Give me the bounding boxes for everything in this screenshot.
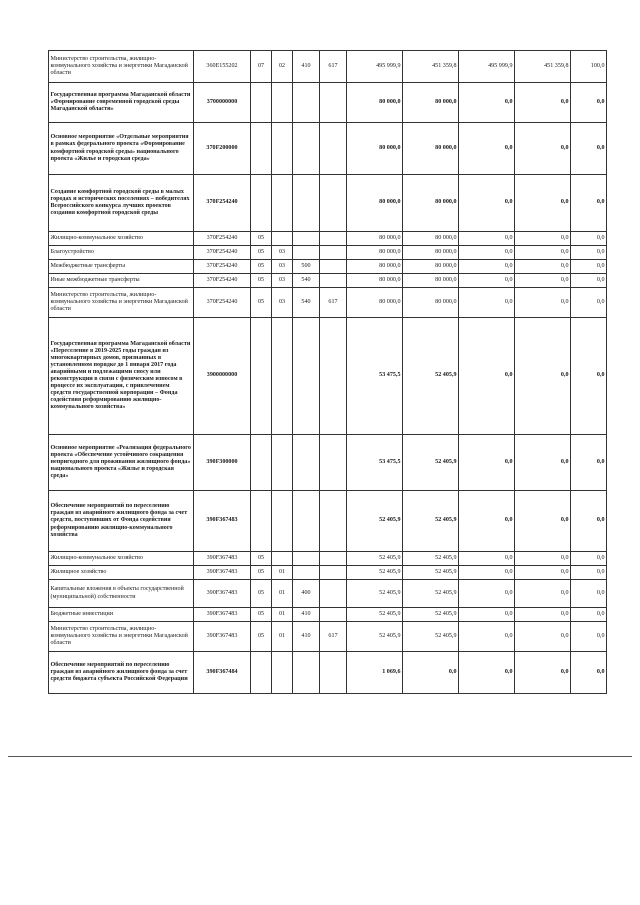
row-target-article-cell: 390F367483 [194, 552, 251, 566]
row-target-article-cell: 370F200000 [194, 123, 251, 175]
row-approved-amount-2-cell: 0,0 [459, 652, 515, 694]
table-row [49, 246, 607, 260]
row-subsection-cell [272, 123, 293, 175]
row-executed-amount-cell: 80 000,0 [403, 246, 459, 260]
row-administrator-cell: 617 [320, 288, 347, 318]
row-subsection-cell: 01 [272, 580, 293, 608]
row-administrator-cell [320, 491, 347, 552]
table-row [49, 318, 607, 435]
row-administrator-cell [320, 246, 347, 260]
row-approved-amount-cell: 1 069,6 [347, 652, 403, 694]
row-percent-cell: 0,0 [571, 608, 607, 622]
row-executed-amount-cell: 52 405,9 [403, 435, 459, 491]
row-approved-amount-cell: 80 000,0 [347, 260, 403, 274]
row-expense-type-cell [293, 491, 320, 552]
row-administrator-cell [320, 274, 347, 288]
row-executed-amount-cell: 52 405,9 [403, 566, 459, 580]
row-subsection-cell: 01 [272, 622, 293, 652]
row-subsection-cell [272, 83, 293, 123]
row-name-cell: Жилищно-коммунальное хозяйство [49, 232, 194, 246]
row-section-cell: 05 [251, 608, 272, 622]
row-name-cell: Государственная программа Магаданской области «Переселение в 2019-2025 годы граждан из многоквартирных домов, признанных в установленном порядке до 1 января 2017 года аварийными и подлежащими сносу или реконструкции в связи с физическим износом в процессе их эксплуатации, с привлечением средств государственной корпорации – Фонда содействия реформированию жилищно-коммунального хозяйства» [49, 318, 194, 435]
row-subsection-cell: 03 [272, 246, 293, 260]
row-name-cell: Жилищно-коммунальное хозяйство [49, 552, 194, 566]
row-executed-amount-cell: 80 000,0 [403, 260, 459, 274]
row-percent-cell: 0,0 [571, 435, 607, 491]
row-expense-type-cell [293, 435, 320, 491]
row-approved-amount-2-cell: 0,0 [459, 288, 515, 318]
row-target-article-cell: 390F367483 [194, 491, 251, 552]
row-executed-amount-2-cell: 0,0 [515, 652, 571, 694]
table-row [49, 580, 607, 608]
row-percent-cell: 0,0 [571, 566, 607, 580]
row-executed-amount-cell: 80 000,0 [403, 175, 459, 232]
row-approved-amount-cell: 80 000,0 [347, 288, 403, 318]
row-administrator-cell: 617 [320, 622, 347, 652]
row-executed-amount-cell: 80 000,0 [403, 288, 459, 318]
row-target-article-cell: 370F254240 [194, 274, 251, 288]
row-expense-type-cell: 410 [293, 622, 320, 652]
row-expense-type-cell [293, 123, 320, 175]
row-percent-cell: 0,0 [571, 246, 607, 260]
row-percent-cell: 0,0 [571, 318, 607, 435]
row-subsection-cell [272, 318, 293, 435]
row-expense-type-cell [293, 566, 320, 580]
row-percent-cell: 0,0 [571, 288, 607, 318]
row-executed-amount-cell: 80 000,0 [403, 274, 459, 288]
table-row [49, 622, 607, 652]
row-section-cell [251, 123, 272, 175]
row-section-cell [251, 491, 272, 552]
row-percent-cell: 0,0 [571, 552, 607, 566]
row-administrator-cell [320, 580, 347, 608]
table-row [49, 123, 607, 175]
row-approved-amount-cell: 80 000,0 [347, 246, 403, 260]
table-row [49, 608, 607, 622]
table-row [49, 260, 607, 274]
row-target-article-cell: 370F254240 [194, 260, 251, 274]
row-subsection-cell [272, 175, 293, 232]
row-executed-amount-cell: 451 359,8 [403, 51, 459, 83]
row-approved-amount-2-cell: 0,0 [459, 435, 515, 491]
row-approved-amount-cell: 52 405,9 [347, 580, 403, 608]
row-executed-amount-2-cell: 0,0 [515, 175, 571, 232]
row-percent-cell: 0,0 [571, 622, 607, 652]
row-executed-amount-cell: 0,0 [403, 652, 459, 694]
row-expense-type-cell [293, 83, 320, 123]
row-executed-amount-cell: 52 405,9 [403, 318, 459, 435]
row-expense-type-cell [293, 175, 320, 232]
row-expense-type-cell [293, 246, 320, 260]
row-executed-amount-2-cell: 0,0 [515, 622, 571, 652]
row-target-article-cell: 390F367483 [194, 580, 251, 608]
row-section-cell [251, 83, 272, 123]
row-percent-cell: 0,0 [571, 232, 607, 246]
row-section-cell: 05 [251, 580, 272, 608]
table-row [49, 274, 607, 288]
row-percent-cell: 0,0 [571, 123, 607, 175]
row-percent-cell: 0,0 [571, 491, 607, 552]
row-approved-amount-cell: 53 475,5 [347, 318, 403, 435]
row-administrator-cell [320, 123, 347, 175]
row-percent-cell: 0,0 [571, 580, 607, 608]
row-approved-amount-2-cell: 0,0 [459, 274, 515, 288]
row-subsection-cell [272, 491, 293, 552]
table-row [49, 288, 607, 318]
row-approved-amount-2-cell: 0,0 [459, 552, 515, 566]
row-executed-amount-cell: 80 000,0 [403, 232, 459, 246]
row-percent-cell: 0,0 [571, 83, 607, 123]
row-approved-amount-2-cell: 0,0 [459, 232, 515, 246]
row-subsection-cell: 02 [272, 51, 293, 83]
row-expense-type-cell: 540 [293, 274, 320, 288]
row-expense-type-cell [293, 318, 320, 435]
table-row [49, 652, 607, 694]
row-administrator-cell [320, 608, 347, 622]
budget-table-body [49, 51, 607, 694]
row-section-cell: 05 [251, 552, 272, 566]
row-section-cell [251, 318, 272, 435]
row-subsection-cell [272, 435, 293, 491]
row-expense-type-cell: 500 [293, 260, 320, 274]
row-approved-amount-cell: 53 475,5 [347, 435, 403, 491]
row-administrator-cell [320, 232, 347, 246]
row-approved-amount-cell: 80 000,0 [347, 83, 403, 123]
row-name-cell: Министерство строительства, жилищно-коммунального хозяйства и энергетики Магаданской области [49, 288, 194, 318]
row-administrator-cell: 617 [320, 51, 347, 83]
row-approved-amount-cell: 52 405,9 [347, 622, 403, 652]
table-row [49, 51, 607, 83]
row-approved-amount-2-cell: 0,0 [459, 580, 515, 608]
row-approved-amount-2-cell: 0,0 [459, 83, 515, 123]
row-executed-amount-2-cell: 451 359,8 [515, 51, 571, 83]
row-executed-amount-cell: 80 000,0 [403, 123, 459, 175]
row-percent-cell: 0,0 [571, 175, 607, 232]
row-subsection-cell: 01 [272, 566, 293, 580]
row-section-cell: 05 [251, 274, 272, 288]
row-subsection-cell [272, 552, 293, 566]
row-executed-amount-2-cell: 0,0 [515, 608, 571, 622]
row-executed-amount-2-cell: 0,0 [515, 566, 571, 580]
row-administrator-cell [320, 83, 347, 123]
row-name-cell: Государственная программа Магаданской области «Формирование современной городской среды Магаданской области» [49, 83, 194, 123]
row-approved-amount-cell: 52 405,9 [347, 491, 403, 552]
row-target-article-cell: 390F300000 [194, 435, 251, 491]
row-executed-amount-2-cell: 0,0 [515, 232, 571, 246]
row-section-cell: 05 [251, 622, 272, 652]
row-subsection-cell [272, 232, 293, 246]
row-section-cell: 05 [251, 260, 272, 274]
row-administrator-cell [320, 260, 347, 274]
row-approved-amount-cell: 80 000,0 [347, 232, 403, 246]
row-approved-amount-2-cell: 0,0 [459, 608, 515, 622]
row-approved-amount-cell: 80 000,0 [347, 175, 403, 232]
row-administrator-cell [320, 318, 347, 435]
row-target-article-cell: 390F367483 [194, 566, 251, 580]
row-name-cell: Иные межбюджетные трансферты [49, 274, 194, 288]
row-name-cell: Бюджетные инвестиции [49, 608, 194, 622]
row-executed-amount-2-cell: 0,0 [515, 274, 571, 288]
row-executed-amount-2-cell: 0,0 [515, 491, 571, 552]
row-administrator-cell [320, 566, 347, 580]
row-name-cell: Обеспечение мероприятий по переселению граждан из аварийного жилищного фонда за счет средств, поступивших от Фонда содействия реформированию жилищно-коммунального хозяйства [49, 491, 194, 552]
row-administrator-cell [320, 435, 347, 491]
row-expense-type-cell: 410 [293, 51, 320, 83]
row-subsection-cell [272, 652, 293, 694]
row-expense-type-cell [293, 232, 320, 246]
row-executed-amount-cell: 52 405,9 [403, 608, 459, 622]
row-name-cell: Обеспечение мероприятий по переселению граждан из аварийного жилищного фонда за счет средств бюджета субъекта Российской Федерации [49, 652, 194, 694]
row-section-cell: 05 [251, 246, 272, 260]
row-executed-amount-cell: 52 405,9 [403, 580, 459, 608]
row-percent-cell: 0,0 [571, 274, 607, 288]
row-approved-amount-2-cell: 0,0 [459, 491, 515, 552]
row-percent-cell: 100,0 [571, 51, 607, 83]
row-name-cell: Благоустройство [49, 246, 194, 260]
row-approved-amount-2-cell: 0,0 [459, 260, 515, 274]
row-executed-amount-cell: 52 405,9 [403, 622, 459, 652]
row-expense-type-cell [293, 552, 320, 566]
row-name-cell: Министерство строительства, жилищно-коммунального хозяйства и энергетики Магаданской области [49, 51, 194, 83]
row-approved-amount-2-cell: 495 999,9 [459, 51, 515, 83]
row-executed-amount-cell: 52 405,9 [403, 552, 459, 566]
row-executed-amount-2-cell: 0,0 [515, 246, 571, 260]
table-row [49, 435, 607, 491]
row-target-article-cell: 370F254240 [194, 288, 251, 318]
row-section-cell [251, 652, 272, 694]
row-target-article-cell: 390F367483 [194, 608, 251, 622]
row-section-cell: 05 [251, 232, 272, 246]
row-approved-amount-cell: 495 999,9 [347, 51, 403, 83]
row-target-article-cell: 3700000000 [194, 83, 251, 123]
table-row [49, 552, 607, 566]
row-approved-amount-cell: 52 405,9 [347, 566, 403, 580]
row-name-cell: Создание комфортной городской среды в малых городах и исторических поселениях – победителях Всероссийского конкурса лучших проектов создания комфортной городской среды [49, 175, 194, 232]
row-approved-amount-2-cell: 0,0 [459, 566, 515, 580]
row-subsection-cell: 03 [272, 288, 293, 318]
table-row [49, 232, 607, 246]
row-section-cell [251, 435, 272, 491]
table-row [49, 83, 607, 123]
row-section-cell: 05 [251, 288, 272, 318]
row-expense-type-cell: 540 [293, 288, 320, 318]
row-percent-cell: 0,0 [571, 652, 607, 694]
row-approved-amount-2-cell: 0,0 [459, 123, 515, 175]
row-subsection-cell: 03 [272, 274, 293, 288]
row-name-cell: Межбюджетные трансферты [49, 260, 194, 274]
row-name-cell: Капитальные вложения в объекты государственной (муниципальной) собственности [49, 580, 194, 608]
budget-table [48, 50, 607, 694]
row-approved-amount-cell: 80 000,0 [347, 274, 403, 288]
row-executed-amount-cell: 80 000,0 [403, 83, 459, 123]
row-percent-cell: 0,0 [571, 260, 607, 274]
row-target-article-cell: 390F367484 [194, 652, 251, 694]
page-separator-line [8, 756, 632, 757]
row-subsection-cell: 01 [272, 608, 293, 622]
table-row [49, 175, 607, 232]
row-target-article-cell: 370F254240 [194, 232, 251, 246]
row-approved-amount-2-cell: 0,0 [459, 175, 515, 232]
row-section-cell: 05 [251, 566, 272, 580]
row-name-cell: Основное мероприятие «Отдельные мероприятия в рамках федерального проекта «Формирование комфортной городской среды» национального проекта «Жилье и городская среда» [49, 123, 194, 175]
row-approved-amount-cell: 52 405,9 [347, 608, 403, 622]
row-section-cell [251, 175, 272, 232]
row-name-cell: Основное мероприятие «Реализация федерального проекта «Обеспечение устойчивого сокращения непригодного для проживания жилищного фонда» национального проекта «Жилье и городская среда» [49, 435, 194, 491]
row-expense-type-cell: 410 [293, 608, 320, 622]
row-section-cell: 07 [251, 51, 272, 83]
row-target-article-cell: 360E155202 [194, 51, 251, 83]
row-executed-amount-2-cell: 0,0 [515, 580, 571, 608]
row-expense-type-cell [293, 652, 320, 694]
row-administrator-cell [320, 652, 347, 694]
row-executed-amount-2-cell: 0,0 [515, 552, 571, 566]
row-executed-amount-cell: 52 405,9 [403, 491, 459, 552]
row-executed-amount-2-cell: 0,0 [515, 288, 571, 318]
row-target-article-cell: 370F254240 [194, 175, 251, 232]
row-target-article-cell: 3900000000 [194, 318, 251, 435]
row-target-article-cell: 390F367483 [194, 622, 251, 652]
table-row [49, 566, 607, 580]
row-approved-amount-cell: 80 000,0 [347, 123, 403, 175]
row-executed-amount-2-cell: 0,0 [515, 123, 571, 175]
row-expense-type-cell: 400 [293, 580, 320, 608]
row-approved-amount-2-cell: 0,0 [459, 318, 515, 435]
row-executed-amount-2-cell: 0,0 [515, 318, 571, 435]
row-approved-amount-2-cell: 0,0 [459, 622, 515, 652]
row-administrator-cell [320, 552, 347, 566]
row-executed-amount-2-cell: 0,0 [515, 260, 571, 274]
row-approved-amount-cell: 52 405,9 [347, 552, 403, 566]
row-administrator-cell [320, 175, 347, 232]
row-approved-amount-2-cell: 0,0 [459, 246, 515, 260]
row-executed-amount-2-cell: 0,0 [515, 435, 571, 491]
row-name-cell: Министерство строительства, жилищно-коммунального хозяйства и энергетики Магаданской области [49, 622, 194, 652]
row-target-article-cell: 370F254240 [194, 246, 251, 260]
row-subsection-cell: 03 [272, 260, 293, 274]
row-executed-amount-2-cell: 0,0 [515, 83, 571, 123]
row-name-cell: Жилищное хозяйство [49, 566, 194, 580]
table-row [49, 491, 607, 552]
